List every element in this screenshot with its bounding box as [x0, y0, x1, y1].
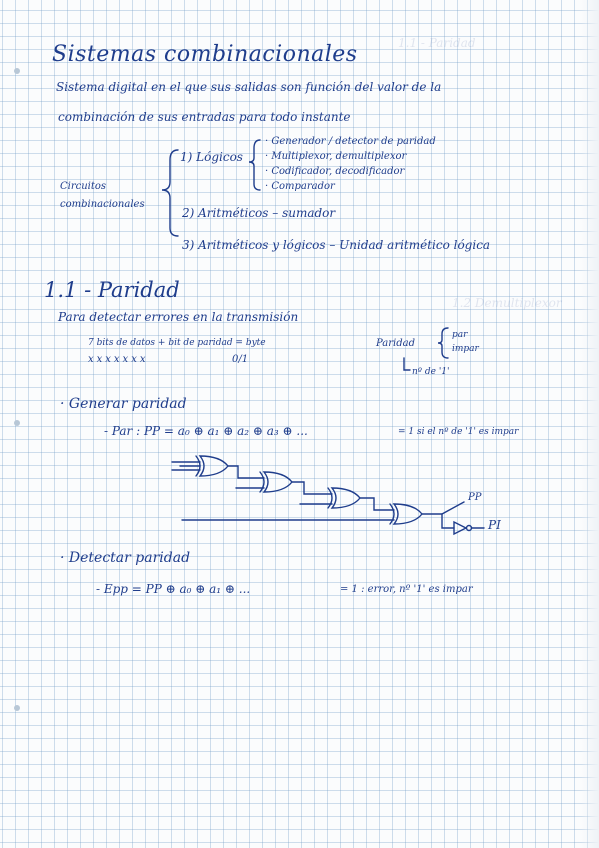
xor-gate	[264, 472, 292, 492]
tree-branch-arith: 2) Aritméticos – sumador	[182, 206, 336, 220]
label-pi: PI	[488, 518, 501, 532]
wire	[292, 482, 332, 494]
tree-brace	[162, 150, 178, 236]
wire	[228, 466, 264, 478]
tree-branch-alu: 3) Aritméticos y lógicos – Unidad aritmético lógica	[182, 238, 491, 252]
wire-pi	[442, 514, 454, 528]
detect-condition: = 1 : error, nº '1' es impar	[340, 584, 473, 595]
parity-bit-value: 0/1	[232, 354, 249, 365]
xor-gate	[200, 456, 228, 476]
tree-leaf: · Multiplexor, demultiplexor	[265, 151, 407, 162]
xor-gate	[332, 488, 360, 508]
definition-line: Sistema digital en el que sus salidas son función del valor de la	[56, 80, 442, 94]
parity-option: impar	[452, 344, 479, 354]
detect-formula: - Epp = PP ⊕ a₀ ⊕ a₁ ⊕ ...	[96, 582, 251, 596]
label-pp: PP	[468, 492, 482, 503]
parity-arrow	[404, 358, 410, 370]
xor-gate	[394, 504, 422, 524]
page-title: Sistemas combinacionales	[52, 42, 358, 67]
tree-leaf: · Codificador, decodificador	[265, 166, 405, 177]
parity-brace	[438, 328, 448, 358]
byte-pattern: xxxxxxx	[88, 354, 149, 365]
section-heading: 1.1 - Paridad	[44, 278, 180, 302]
bleed-through-text: 1.1 - Paridad	[398, 36, 476, 50]
generate-heading: · Generar paridad	[60, 396, 187, 412]
not-gate	[454, 522, 466, 534]
parity-option: par	[452, 330, 468, 340]
purpose-text: Para detectar errores en la transmisión	[58, 310, 299, 324]
tree-branch-logic: 1) Lógicos	[180, 150, 243, 164]
parity-label: Paridad	[376, 338, 415, 349]
wire-pp	[422, 502, 464, 514]
tree-leaf: · Generador / detector de paridad	[265, 136, 436, 147]
definition-line: combinación de sus entradas para todo instante	[58, 110, 351, 124]
byte-formula: 7 bits de datos + bit de paridad = byte	[88, 338, 266, 348]
xor-gate-input-curve	[390, 504, 394, 524]
xor-gate-input-curve	[260, 472, 264, 492]
wire	[360, 498, 394, 510]
xor-gate-input-curve	[328, 488, 332, 508]
generate-formula: - Par : PP = a₀ ⊕ a₁ ⊕ a₂ ⊕ a₃ ⊕ ...	[104, 424, 308, 438]
parity-note: nº de '1'	[412, 367, 450, 377]
tree-root: Circuitos combinacionales	[60, 181, 145, 210]
bleed-through-text: 1.2 Demultiplexor	[452, 296, 562, 310]
tree-leaf: · Comparador	[265, 181, 335, 192]
tree-brace	[249, 140, 260, 190]
detect-heading: · Detectar paridad	[60, 550, 191, 566]
generate-condition: = 1 si el nº de '1' es impar	[398, 427, 519, 437]
